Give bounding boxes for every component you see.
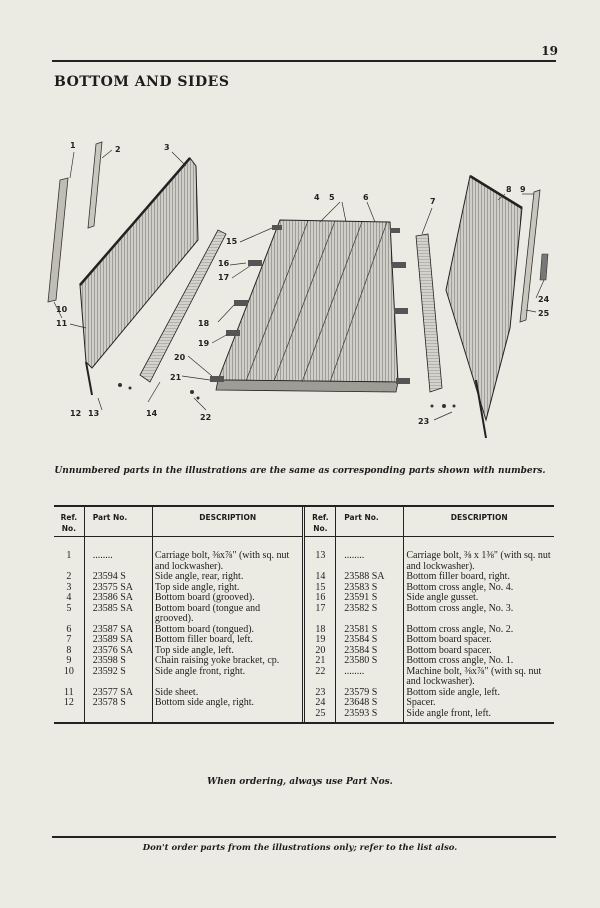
description: Bottom board (grooved). — [152, 593, 304, 604]
description: Top side angle, right. — [152, 583, 304, 594]
ref-no: 6 — [54, 625, 84, 636]
ref-no — [54, 709, 84, 723]
part-no: 23578 S — [84, 698, 152, 709]
description — [152, 709, 304, 723]
ref-no: 3 — [54, 583, 84, 594]
description: Bottom cross angle, No. 4. — [406, 581, 514, 593]
part-no: 23581 S — [336, 625, 404, 636]
callout-1: 1 — [70, 141, 76, 150]
description: Bottom board spacer. — [406, 644, 492, 656]
part-no: 23582 S — [336, 604, 404, 625]
callout-7: 7 — [430, 197, 436, 206]
table-header-row — [54, 507, 554, 537]
part-no: 23594 S — [84, 572, 152, 583]
ref-no: 5 — [54, 604, 84, 625]
ref-no: 21 — [304, 656, 336, 667]
description: Spacer. — [406, 697, 436, 708]
part-no: 23648 S — [336, 698, 404, 709]
callout-21: 21 — [170, 373, 182, 382]
exploded-parts-illustration — [40, 130, 560, 450]
callout-4: 4 — [314, 193, 320, 202]
side-angle-rear-right — [88, 142, 102, 228]
part-no: 23579 S — [336, 688, 404, 699]
ref-no: 22 — [304, 667, 336, 688]
description: Bottom cross angle, No. 2. — [406, 623, 514, 635]
part-no: 23593 S — [336, 709, 404, 723]
callout-14: 14 — [146, 409, 158, 418]
header-ref-no-right: Ref. No. — [304, 507, 336, 537]
part-no: 23585 SA — [84, 604, 152, 625]
ref-no: 14 — [304, 572, 336, 583]
callout-13: 13 — [88, 409, 100, 418]
bottom-rule — [52, 836, 556, 838]
description: Bottom cross angle, No. 1. — [406, 655, 514, 666]
table-row — [54, 572, 554, 583]
table-row — [54, 698, 554, 709]
callout-18: 18 — [198, 319, 210, 328]
ref-no: 13 — [304, 537, 336, 573]
callout-16: 16 — [218, 259, 230, 268]
description: Bottom filler board, right. — [406, 571, 510, 582]
description: Bottom filler board, left. — [152, 635, 304, 646]
description: Carriage bolt, ⅜x⅞" (with sq. nut and lockwasher). — [152, 537, 304, 573]
callout-11: 11 — [56, 319, 68, 328]
callout-10: 10 — [56, 305, 68, 314]
part-no: 23586 SA — [84, 593, 152, 604]
ref-no: 9 — [54, 656, 84, 667]
ref-no: 8 — [54, 646, 84, 657]
part-no: 23575 SA — [84, 583, 152, 594]
part-no: 23584 S — [336, 646, 404, 657]
side-angle-front-right — [48, 178, 68, 302]
description: Bottom side angle, left. — [406, 686, 500, 698]
top-rule — [52, 60, 556, 62]
description: Bottom cross angle, No. 3. — [406, 602, 514, 614]
table-row — [54, 537, 554, 573]
ordering-note: When ordering, always use Part Nos. — [207, 777, 393, 787]
page-number: 19 — [541, 44, 558, 58]
part-no: 23588 SA — [336, 572, 404, 583]
table-row — [54, 604, 554, 625]
description: Side angle front, left. — [406, 707, 492, 719]
ref-no: 18 — [304, 625, 336, 636]
bottom-filler-board-left — [416, 234, 442, 392]
side-angle-front-left — [520, 190, 540, 322]
description: Side sheet. — [152, 688, 304, 699]
callout-3: 3 — [164, 143, 170, 152]
ref-no: 15 — [304, 583, 336, 594]
description: Carriage bolt, ⅜ x 1⅜" (with sq. nut and lockwasher). — [406, 550, 551, 572]
ref-no: 19 — [304, 635, 336, 646]
description: Bottom board (tongued). — [152, 625, 304, 636]
callout-15: 15 — [226, 237, 238, 246]
header-part-no-right: Part No. — [336, 507, 404, 537]
description: Bottom board (tongue and grooved). — [152, 604, 304, 625]
ref-no: 24 — [304, 698, 336, 709]
parts-table — [54, 505, 554, 724]
part-no: ........ — [336, 537, 404, 573]
table-row — [54, 593, 554, 604]
part-no: ........ — [336, 667, 404, 688]
description: Bottom side angle, right. — [152, 698, 304, 709]
callout-12: 12 — [70, 409, 82, 418]
ref-no: 23 — [304, 688, 336, 699]
page-title: BOTTOM AND SIDES — [54, 74, 230, 90]
part-no: 23577 SA — [84, 688, 152, 699]
callout-8: 8 — [506, 185, 512, 194]
callout-2: 2 — [115, 145, 121, 154]
ref-no: 17 — [304, 604, 336, 625]
part-no — [84, 709, 152, 723]
callout-25: 25 — [538, 309, 550, 318]
part-no: 23584 S — [336, 635, 404, 646]
ref-no: 7 — [54, 635, 84, 646]
side-sheet-left — [446, 176, 522, 420]
part-no: 23587 SA — [84, 625, 152, 636]
header-description-right: DESCRIPTION — [404, 507, 554, 537]
part-no: 23591 S — [336, 593, 404, 604]
description: Chain raising yoke bracket, cp. — [152, 656, 304, 667]
callout-17: 17 — [218, 273, 230, 282]
chain-raising-yoke-bracket — [540, 254, 548, 280]
ref-no: 4 — [54, 593, 84, 604]
callout-23: 23 — [418, 417, 430, 426]
part-no: 23580 S — [336, 656, 404, 667]
description: Bottom board spacer. — [406, 634, 492, 645]
callout-19: 19 — [198, 339, 210, 348]
ref-no: 11 — [54, 688, 84, 699]
callout-5: 5 — [329, 193, 335, 202]
ref-no: 20 — [304, 646, 336, 657]
description: Top side angle, left. — [152, 646, 304, 657]
header-part-no-left: Part No. — [84, 507, 152, 537]
description: Machine bolt, ⅜x⅞" (with sq. nut and lockwasher). — [406, 665, 542, 687]
part-no: 23592 S — [84, 667, 152, 688]
ref-no: 10 — [54, 667, 84, 688]
part-no: 23589 SA — [84, 635, 152, 646]
header-ref-no-left: Ref. No. — [54, 507, 84, 537]
table-row — [54, 656, 554, 667]
part-no: 23576 SA — [84, 646, 152, 657]
table-row — [54, 688, 554, 699]
footer-note: Don't order parts from the illustrations only; refer to the list also. — [142, 843, 458, 853]
callout-6: 6 — [363, 193, 369, 202]
callout-9: 9 — [520, 185, 526, 194]
callout-20: 20 — [174, 353, 186, 362]
illustration-caption: Unnumbered parts in the illustrations are the same as corresponding parts shown with numbers. — [54, 466, 546, 476]
description: Side angle gusset. — [406, 592, 479, 603]
ref-no: 16 — [304, 593, 336, 604]
header-description-left: DESCRIPTION — [152, 507, 304, 537]
description: Side angle front, right. — [152, 667, 304, 688]
table-row — [54, 709, 554, 723]
callout-24: 24 — [538, 295, 550, 304]
table-row — [54, 635, 554, 646]
ref-no: 2 — [54, 572, 84, 583]
part-no: 23583 S — [336, 583, 404, 594]
ref-no: 25 — [304, 709, 336, 723]
table-row — [54, 667, 554, 688]
ref-no: 12 — [54, 698, 84, 709]
description: Side angle, rear, right. — [152, 572, 304, 583]
ref-no: 1 — [54, 537, 84, 573]
callout-22: 22 — [200, 413, 212, 422]
part-no: 23598 S — [84, 656, 152, 667]
part-no: ........ — [84, 537, 152, 573]
